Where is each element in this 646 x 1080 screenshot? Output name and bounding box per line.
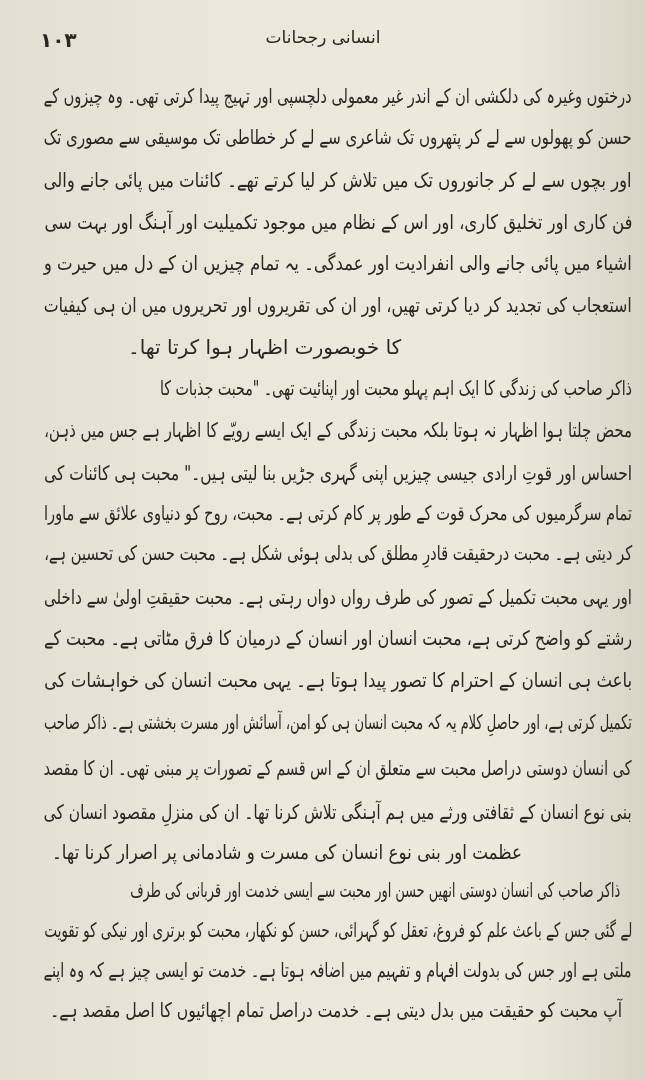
text-line bbox=[44, 165, 632, 195]
text-line-content: بنی نوع انسان کے ثقافتی ورثے میں ہم آہنگی تلاش کرنا تھا۔ ان کی منزلِ مقصود انسان کی bbox=[44, 800, 632, 824]
text-line-content: کی انسان دوستی دراصل محبت سے متعلق ان کے اس قسم کے تصورات پر مبنی تھی۔ ان کا مقصد bbox=[44, 756, 632, 780]
text-line-content: محض چلتا ہوا اظہار نہ ہوتا بلکہ محبت زندگی کے ایک ایسے رویّے کا اظہار ہے جس میں ذہن، bbox=[44, 418, 632, 442]
text-line-content: ذاکر صاحب کی زندگی کا ایک اہم پہلو محبت اور اپنائیت تھی۔ "محبت جذبات کا bbox=[160, 376, 632, 400]
text-line bbox=[44, 665, 632, 695]
text-line bbox=[44, 915, 632, 945]
text-line-content: ذاکر صاحب کی انسان دوستی انھیں حسن اور محبت سے ایسی خدمت اور قربانی کی طرف bbox=[129, 878, 620, 902]
text-line-content: حسن کو پھولوں سے لے کر پتھروں تک شاعری سے لے کر خطاطی تک موسیقی سے مصوری تک bbox=[44, 125, 632, 149]
text-line-content: عظمت اور بنی نوع انسان کی مسرت و شادمانی پر اصرار کرنا تھا۔ bbox=[52, 840, 522, 864]
text-line bbox=[44, 207, 632, 237]
text-line bbox=[44, 122, 632, 152]
text-line-content: رشتے کو واضح کرتی ہے، محبت انسان اور انسان کے درمیان کا فرق مٹاتی ہے۔ محبت کے bbox=[44, 626, 632, 650]
text-line bbox=[44, 248, 632, 278]
text-line-content: درختوں وغیرہ کی دلکشی ان کے اندر غیر معمولی دلچسپی اور تہیج پیدا کرتی تھی۔ وہ چیزوں کے bbox=[44, 84, 632, 108]
text-line bbox=[44, 797, 632, 827]
text-line bbox=[44, 458, 632, 488]
text-line-content: استعجاب کی تجدید کر دیا کرتی تھیں، اور ان کی تقریروں اور تحریروں میں ان ہی کیفیات bbox=[44, 293, 632, 317]
text-line bbox=[44, 538, 632, 568]
text-line bbox=[44, 623, 632, 653]
paragraph-start-line bbox=[160, 373, 632, 403]
text-line-content: اور یہی محبت تکمیل کے تصور کی طرف رواں دواں رہتی ہے۔ محبت حقیقتِ اولیٰ سے داخلی bbox=[44, 585, 632, 609]
text-line-content: آپ محبت کو حقیقت میں بدل دیتی ہے۔ خدمت دراصل تمام اچھائیوں کا اصل مقصد ہے۔ bbox=[50, 998, 622, 1022]
text-line-content: کر دیتی ہے۔ محبت درحقیقت قادرِ مطلق کی بدلی ہوئی شکل ہے۔ محبت حسن کی تحسین ہے، bbox=[44, 541, 632, 565]
running-title: انسانی رجحانات bbox=[265, 28, 381, 48]
text-line bbox=[44, 498, 632, 528]
text-line bbox=[44, 415, 632, 445]
text-line bbox=[44, 290, 632, 320]
text-line-content: تمام سرگرمیوں کی محرک قوت کے طور پر کام کرتی ہے۔ محبت، روح کو دنیاوی علائق سے ماورا bbox=[44, 501, 632, 525]
text-line bbox=[44, 707, 632, 737]
text-line-content: فن کاری اور تخلیق کاری، اور اس کے نظام میں موجود تکمیلیت اور آہنگ اور بہت سی bbox=[44, 210, 632, 234]
text-line bbox=[44, 81, 632, 111]
text-line bbox=[44, 582, 632, 612]
text-line-content: احساس اور قوتِ ارادی جیسی چیزیں اپنی گہری جڑیں بنا لیتی ہیں۔" محبت ہی کائنات کی bbox=[44, 461, 632, 485]
text-line-content: تکمیل کرتی ہے، اور حاصلِ کلام یہ کہ محبت انسان ہی کو امن، آسائش اور مسرت بخشتی ہے۔ ذاکر صاحب bbox=[44, 710, 632, 734]
text-line-content: لے گئی جس کے باعث علم کو فروغ، تعقل کو گہرائی، حسن کو نکھار، محبت کو برتری اور نیکی کو تقویت bbox=[44, 918, 632, 942]
paragraph-start-line bbox=[130, 875, 620, 905]
text-line-content: کا خوبصورت اظہار ہوا کرتا تھا۔ bbox=[128, 335, 402, 359]
text-line-content: ملتی ہے اور جس کی بدولت افہام و تفہیم میں اضافہ ہوتا ہے۔ خدمت تو ایسی چیز ہے کہ وہ اپنے bbox=[44, 958, 632, 982]
text-line bbox=[44, 955, 632, 985]
text-line-content: باعث ہی انسان کے احترام کا تصور پیدا ہوتا ہے۔ یہی محبت انسان کی خواہشات کی bbox=[44, 668, 632, 692]
text-line bbox=[52, 837, 522, 867]
text-line bbox=[50, 995, 622, 1025]
text-line bbox=[44, 753, 632, 783]
page-number: ۱۰۳ bbox=[40, 28, 77, 52]
text-line-content: اور بچوں سے لے کر جانوروں تک میں تلاش کر لیا کرتے تھے۔ کائنات میں پائی جانے والی bbox=[44, 168, 632, 192]
text-line bbox=[128, 332, 408, 362]
text-line-content: اشیاء میں پائی جانے والی انفرادیت اور عمدگی۔ یہ تمام چیزیں ان کے دل میں حیرت و bbox=[44, 251, 632, 275]
